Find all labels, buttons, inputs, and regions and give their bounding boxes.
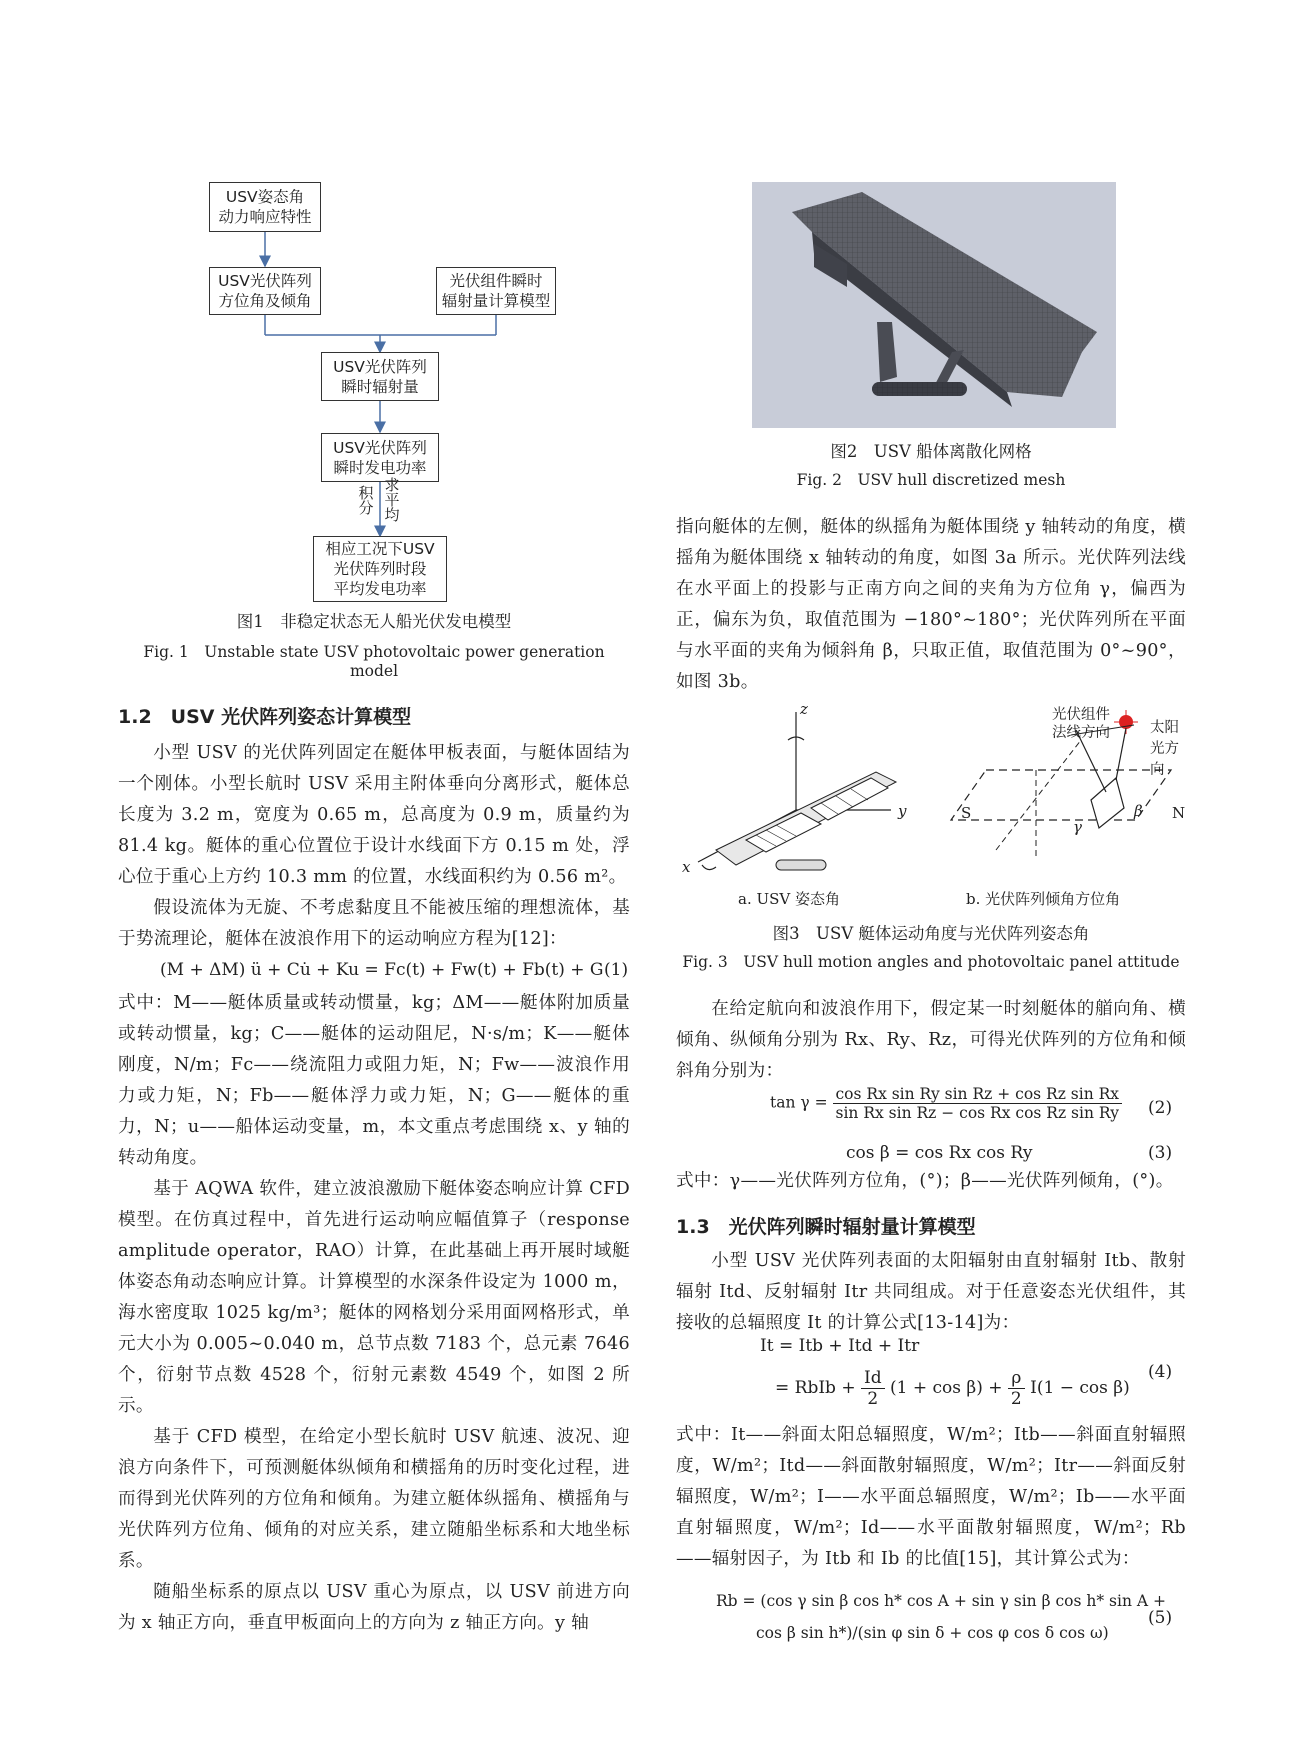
- eq4-fraction-2: [1008, 1368, 1025, 1409]
- fig3-axis-y: y: [898, 802, 907, 820]
- eq4-fraction-2-den: 2: [1010, 1389, 1022, 1409]
- equation-5-line-2: cos β sin h*)/(sin φ sin δ + cos φ cos δ cos ω): [756, 1624, 1109, 1642]
- fig3-label-s: S: [961, 804, 972, 822]
- flow-label-integral: 积分: [358, 484, 374, 517]
- eq4-part-b: (1 + cos β) +: [890, 1378, 1003, 1398]
- flow-box-azimuth-tilt: USV光伏阵列 方位角及倾角: [209, 267, 321, 315]
- equation-5-number: (5): [1148, 1608, 1173, 1628]
- eq4-fraction-1-den: 2: [867, 1389, 879, 1409]
- section-heading-1-3: 1.3 光伏阵列瞬时辐射量计算模型: [676, 1216, 976, 1238]
- right-paragraph-5: 式中：It——斜面太阳总辐照度，W/m²；Itb——斜面直射辐照度，W/m²；Itd——斜面散射辐照度，W/m²；Itr——斜面反射辐照度，W/m²；I——水平面总辐照度，W/m²；Ib——水平面直射辐照度，W/m²；Id——水平面散射辐照度，W/m²；Rb——辐射因子，为 Itb 和 Ib 的比值[15]，其计算公式为：: [676, 1425, 1186, 1569]
- fig3-usv-attitude-drawing: [676, 700, 926, 885]
- equation-2-numerator: cos Rx sin Ry sin Rz + cos Rz sin Rx: [833, 1085, 1123, 1104]
- equation-4-line-1: It = Itb + Itd + Itr: [760, 1336, 920, 1356]
- fig3-label-normal: 光伏组件 法线方向: [1052, 707, 1110, 741]
- flow-box-attitude: USV姿态角 动力响应特性: [209, 182, 321, 232]
- section-heading-1-2: 1.2 USV 光伏阵列姿态计算模型: [118, 706, 412, 728]
- eq4-fraction-1: [861, 1368, 885, 1409]
- right-paragraph-3: 式中：γ——光伏阵列方位角，(°)；β——光伏阵列倾角，(°)。: [676, 1171, 1174, 1191]
- flow-box-instant-power: USV光伏阵列 瞬时发电功率: [321, 433, 439, 482]
- equation-4-line-2: [775, 1368, 1130, 1409]
- equation-4-number: (4): [1148, 1362, 1173, 1382]
- figure-3: [676, 700, 1186, 910]
- left-paragraph-4: 基于 AQWA 软件，建立波浪激励下艇体姿态响应计算 CFD 模型。在仿真过程中，首先进行运动响应幅值算子（response amplitude operator，RAO）计算，在此基础上再开展时域艇体姿态角动态响应计算。计算模型的水深条件设定为 1000 m，海水密度取 1025 kg/m³；艇体的网格划分采用面网格形式，单元大小为 0.005~0.040 m，总节点数 7183 个，总元素 7646 个，衍射节点数 4528 个，衍射元素数 4549 个，如图 2 所示。: [118, 1179, 630, 1416]
- figure-1: [118, 170, 630, 610]
- flow-box-instant-radiation: USV光伏阵列 瞬时辐射量: [321, 352, 439, 401]
- fig3-axis-x: x: [682, 858, 691, 876]
- right-paragraph-4: 小型 USV 光伏阵列表面的太阳辐射由直射辐射 Itb、散射辐射 Itd、反射辐射 Itr 共同组成。对于任意姿态光伏组件，其接收的总辐照度 It 的计算公式[13-14]为：: [676, 1251, 1186, 1333]
- fig1-caption-cn: 图1 非稳定状态无人船光伏发电模型: [236, 612, 512, 631]
- fig3-label-n: N: [1172, 804, 1186, 822]
- equation-5-line-1: Rb = (cos γ sin β cos h* cos A + sin γ sin β cos h* sin A +: [716, 1592, 1166, 1610]
- left-paragraph-3: 式中：M——艇体质量或转动惯量，kg；ΔM——艇体附加质量或转动惯量，kg；C——艇体的运动阻尼，N·s/m；K——艇体刚度，N/m；Fc——绕流阻力或阻力矩，N；Fw——波浪作用力或力矩，N；Fb——艇体浮力或力矩，N；G——艇体的重力，N；u——船体运动变量，m，本文重点考虑围绕 x、y 轴的转动角度。: [118, 993, 630, 1168]
- left-paragraph-2: 假设流体为无旋、不考虑黏度且不能被压缩的理想流体，基于势流理论，艇体在波浪作用下的运动响应方程为[12]：: [118, 898, 630, 949]
- fig1-caption-en: Fig. 1 Unstable state USV photovoltaic power generation model: [143, 643, 605, 680]
- flow-label-average: 求平均: [384, 476, 400, 524]
- fig3-label-gamma: γ: [1073, 818, 1082, 836]
- fig2-caption-cn: 图2 USV 船体离散化网格: [830, 442, 1032, 461]
- equation-2-fraction: [833, 1085, 1123, 1122]
- eq4-fraction-1-num: Id: [861, 1368, 885, 1389]
- fig2-caption-en: Fig. 2 USV hull discretized mesh: [796, 471, 1066, 489]
- equation-2-lhs: tan γ =: [770, 1093, 828, 1112]
- right-paragraph-1: 指向艇体的左侧，艇体的纵摇角为艇体围绕 y 轴转动的角度，横摇角为艇体围绕 x 轴转动的角度，如图 3a 所示。光伏阵列法线在水平面上的投影与正南方向之间的夹角为方位角 γ，偏西为正，偏东为负，取值范围为 −180°~180°；光伏阵列所在平面与水平面的夹角为倾斜角 β，只取正值，取值范围为 0°~90°，如图 3b。: [676, 517, 1186, 692]
- flow-box-radiation-model: 光伏组件瞬时 辐射量计算模型: [436, 267, 556, 315]
- right-paragraph-2: 在给定航向和波浪作用下，假定某一时刻艇体的艏向角、横倾角、纵倾角分别为 Rx、Ry、Rz，可得光伏阵列的方位角和倾斜角分别为：: [676, 999, 1186, 1081]
- equation-3-number: (3): [1148, 1143, 1173, 1163]
- left-paragraph-1: 小型 USV 的光伏阵列固定在艇体甲板表面，与艇体固结为一个刚体。小型长航时 USV 采用主附体垂向分离形式，艇体总长度为 3.2 m，宽度为 0.65 m，总高度为 0.9 m，质量约为 81.4 kg。艇体的重心位置位于设计水线面下方 0.15 m 处，浮心位于重心上方约 10.3 mm 的位置，水线面积约为 0.56 m²。: [118, 743, 630, 887]
- fig3-panel-angle-drawing: [916, 700, 1186, 885]
- eq4-part-a: = RbIb +: [775, 1378, 856, 1398]
- left-paragraph-5: 基于 CFD 模型，在给定小型长航时 USV 航速、波况、迎浪方向条件下，可预测艇体纵倾角和横摇角的历时变化过程，进而得到光伏阵列的方位角和倾角。为建立艇体纵摇角、横摇角与光伏阵列方位角、倾角的对应关系，建立随船坐标系和大地坐标系。: [118, 1427, 630, 1571]
- figure-2: [752, 182, 1116, 428]
- eq4-fraction-2-num: ρ: [1008, 1368, 1025, 1389]
- fig3-sub-b: b. 光伏阵列倾角方位角: [966, 890, 1121, 908]
- equation-2: [770, 1085, 1122, 1122]
- fig3-label-beta: β: [1134, 802, 1143, 820]
- flow-box-average-power: 相应工况下USV 光伏阵列时段 平均发电功率: [313, 536, 447, 602]
- equation-1: (M + ΔM) ü + Cu̇ + Ku = Fc(t) + Fw(t) + Fb(t) + G: [160, 960, 604, 980]
- eq4-part-c: I(1 − cos β): [1030, 1378, 1130, 1398]
- equation-2-denominator: sin Rx sin Rz − cos Rx cos Rz sin Ry: [835, 1104, 1120, 1122]
- equation-3: cos β = cos Rx cos Ry: [846, 1143, 1033, 1163]
- hull-mesh-image: [752, 182, 1116, 428]
- fig3-caption-cn: 图3 USV 艇体运动角度与光伏阵列姿态角: [772, 924, 1090, 943]
- fig3-label-sun: 太阳光方向: [1150, 720, 1179, 778]
- equation-2-number: (2): [1148, 1098, 1173, 1118]
- fig3-axis-z: z: [800, 700, 808, 718]
- equation-1-number: (1): [604, 960, 629, 980]
- left-paragraph-6: 随船坐标系的原点以 USV 重心为原点，以 USV 前进方向为 x 轴正方向，垂直甲板面向上的方向为 z 轴正方向。y 轴: [118, 1582, 630, 1633]
- fig3-sub-a: a. USV 姿态角: [738, 890, 840, 908]
- fig3-caption-en: Fig. 3 USV hull motion angles and photovoltaic panel attitude: [682, 953, 1180, 971]
